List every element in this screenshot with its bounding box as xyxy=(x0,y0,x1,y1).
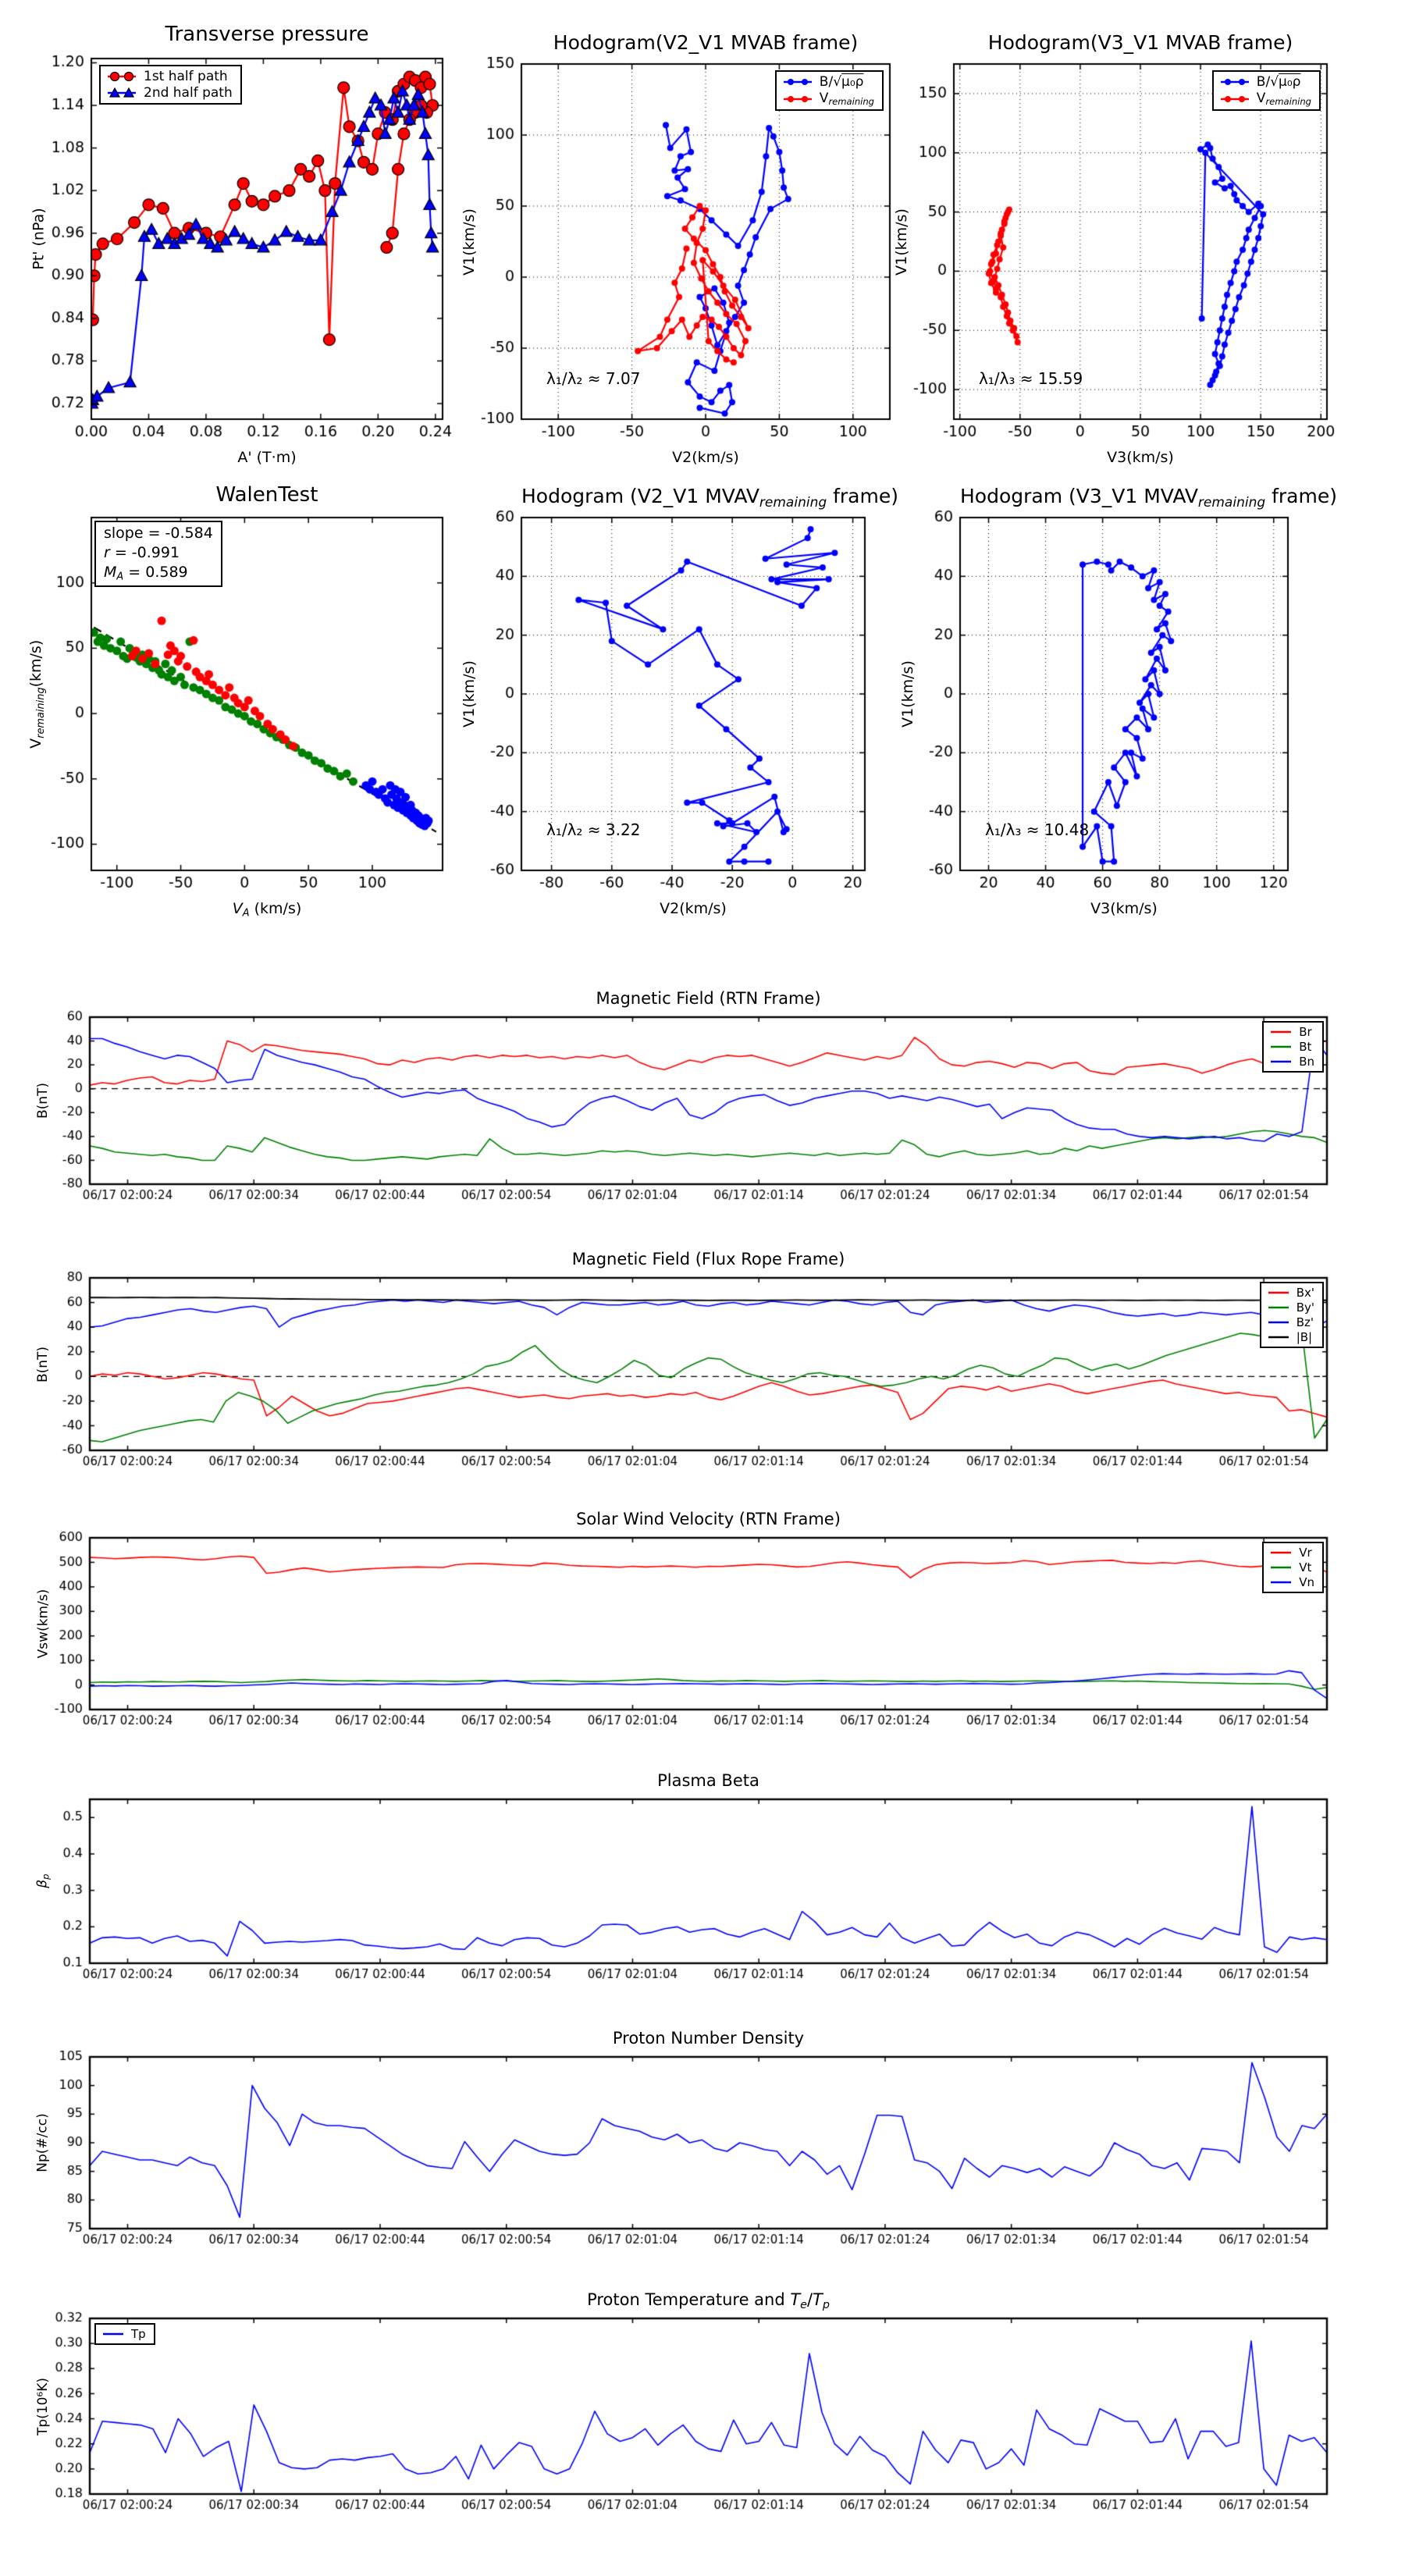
text-part: Plasma Beta xyxy=(657,1771,759,1790)
text-part: (km/s) xyxy=(27,639,45,688)
text-part: √ xyxy=(833,74,842,90)
text-part: Vr xyxy=(1299,1546,1312,1560)
x-axis-label-p2 xyxy=(521,449,890,466)
text-part: T xyxy=(790,2290,801,2309)
legend-label xyxy=(820,74,864,90)
legend-ts1 xyxy=(1262,1021,1324,1073)
text-part: λ₁/λ₂ ≈ 3.22 xyxy=(546,820,641,839)
legend-ts3 xyxy=(1262,1542,1324,1593)
legend-entry xyxy=(1267,1286,1314,1300)
text-part: V3(km/s) xyxy=(1090,900,1158,917)
y-axis-label-walen xyxy=(27,518,48,870)
text-part: 1st half path xyxy=(144,69,228,84)
annotation-p3 xyxy=(979,369,1083,388)
legend-sample-red xyxy=(1267,1286,1290,1299)
legend-label xyxy=(1299,1025,1311,1039)
panel-title-p3 xyxy=(954,31,1327,54)
text-part: V2(km/s) xyxy=(672,449,739,466)
legend-entry xyxy=(1219,74,1311,90)
legend-ts6 xyxy=(94,2323,155,2345)
y-axis-label-text xyxy=(461,208,478,276)
y-axis-label-text xyxy=(35,2113,51,2172)
legend-sample-red xyxy=(1219,93,1250,105)
text-part: = -0.991 xyxy=(109,544,180,562)
stats-line xyxy=(104,543,213,563)
y-axis-label-text xyxy=(35,1346,51,1382)
text-part: remaining xyxy=(759,494,827,511)
text-part: Tp xyxy=(131,2327,146,2341)
text-part: frame) xyxy=(827,485,898,507)
legend-label xyxy=(1299,1055,1314,1069)
text-part: remaining xyxy=(828,96,874,108)
text-part: / xyxy=(806,2290,813,2309)
panel-title-ts3 xyxy=(90,1510,1327,1528)
legend-entry xyxy=(1269,1055,1314,1069)
text-part: (km/s) xyxy=(249,900,302,917)
text-part: V1(km/s) xyxy=(893,208,911,276)
panel-title-ts1 xyxy=(90,989,1327,1008)
x-axis-label-m3 xyxy=(960,900,1288,917)
legend-sample-blue xyxy=(101,2328,125,2340)
text-part: V xyxy=(1256,91,1266,106)
text-part: Vsw(km/s) xyxy=(35,1589,51,1659)
annotation-m3 xyxy=(985,820,1089,839)
text-part: r xyxy=(104,544,110,562)
panel-title-ts6 xyxy=(90,2290,1327,2311)
text-part: V1(km/s) xyxy=(461,660,478,728)
legend-entry xyxy=(1269,1560,1314,1574)
text-part: B(nT) xyxy=(35,1346,51,1382)
stats-line xyxy=(104,524,213,543)
text-part: Pt' (nPa) xyxy=(30,208,48,270)
legend-entry xyxy=(1267,1330,1314,1344)
y-axis-label-text xyxy=(893,208,910,276)
y-axis-label-m2 xyxy=(459,518,479,870)
legend-label xyxy=(1297,1330,1312,1344)
text-part: = 0.589 xyxy=(123,564,188,582)
legend-entry xyxy=(1267,1300,1314,1315)
text-part: remaining xyxy=(35,687,48,738)
stats-box-walen xyxy=(94,521,222,587)
y-axis-label-ts4 xyxy=(33,1799,53,1963)
legend-sample-blue xyxy=(1269,1576,1293,1589)
panel-title-p2 xyxy=(521,31,890,54)
text-part: p xyxy=(40,1873,52,1880)
text-part: Tp(10⁶K) xyxy=(35,2377,52,2435)
legend-label xyxy=(1257,91,1311,107)
panel-title-ts4 xyxy=(90,1771,1327,1790)
y-axis-label-text xyxy=(35,1589,51,1659)
legend-label xyxy=(1257,74,1301,90)
text-part: V xyxy=(27,738,45,749)
text-part: Hodogram (V3_V1 MVAV xyxy=(960,485,1198,507)
legend-p3 xyxy=(1212,70,1321,111)
annotation-m2 xyxy=(546,820,640,839)
legend-label xyxy=(1299,1560,1311,1574)
legend-label xyxy=(1299,1040,1311,1054)
text-part: Proton Number Density xyxy=(612,2029,805,2048)
panel-title-m2 xyxy=(521,485,898,511)
text-part: λ₁/λ₃ ≈ 15.59 xyxy=(979,369,1083,388)
legend-entry xyxy=(106,69,233,84)
text-part: B(nT) xyxy=(35,1082,51,1119)
legend-sample-red xyxy=(1269,1026,1293,1038)
panel-title-ts2 xyxy=(90,1250,1327,1268)
x-axis-label-p3 xyxy=(954,449,1327,466)
legend-p1 xyxy=(99,65,242,105)
y-axis-label-text xyxy=(35,1083,51,1119)
legend-entry xyxy=(1269,1025,1314,1039)
legend-sample-blue xyxy=(1219,76,1250,88)
legend-entry xyxy=(1269,1575,1314,1589)
text-part: Bt xyxy=(1299,1040,1312,1054)
legend-entry xyxy=(1269,1546,1314,1560)
legend-sample-green xyxy=(1269,1561,1293,1574)
legend-entry xyxy=(782,91,874,107)
text-part: M xyxy=(104,564,117,582)
text-part: remaining xyxy=(1265,96,1311,108)
panel-title-walen xyxy=(91,483,443,507)
text-part: Bn xyxy=(1299,1055,1314,1069)
y-axis-label-text xyxy=(35,2377,51,2435)
text-part: Hodogram(V3_V1 MVAB frame) xyxy=(987,31,1293,54)
y-axis-label-text xyxy=(461,660,478,728)
panel-title-ts5 xyxy=(90,2029,1327,2048)
text-part: frame) xyxy=(1265,485,1337,507)
text-part: β xyxy=(34,1880,51,1889)
text-part: p xyxy=(822,2298,830,2311)
legend-sample-red xyxy=(782,93,813,105)
text-part: √ xyxy=(1270,74,1279,90)
legend-sample-black xyxy=(1267,1331,1290,1343)
text-part: B/ xyxy=(1256,74,1271,90)
text-part: WalenTest xyxy=(215,483,318,507)
text-part: A' (T·m) xyxy=(237,449,297,466)
text-part: λ₁/λ₃ ≈ 10.48 xyxy=(985,820,1090,839)
y-axis-label-p2 xyxy=(459,64,479,419)
text-part: Magnetic Field (Flux Rope Frame) xyxy=(571,1250,845,1268)
text-part: Transverse pressure xyxy=(165,23,369,46)
text-part: V xyxy=(819,91,829,106)
stats-line xyxy=(104,563,213,584)
legend-label xyxy=(1297,1286,1314,1300)
legend-sample-red xyxy=(106,70,137,83)
y-axis-label-p3 xyxy=(891,64,912,419)
x-axis-label-p1 xyxy=(91,449,443,466)
text-part: Vt xyxy=(1299,1560,1312,1574)
legend-entry xyxy=(782,74,874,90)
text-part: μ₀ρ xyxy=(1279,74,1301,90)
legend-p2 xyxy=(775,70,884,111)
legend-label xyxy=(1297,1300,1314,1315)
text-part: 2nd half path xyxy=(144,85,233,101)
y-axis-label-ts5 xyxy=(33,2057,53,2229)
legend-sample-blue xyxy=(782,76,813,88)
legend-label xyxy=(144,69,228,84)
text-part: V xyxy=(232,900,243,917)
text-part: V1(km/s) xyxy=(461,208,478,276)
y-axis-label-text xyxy=(28,639,48,748)
annotation-p2 xyxy=(546,369,640,388)
text-part: A xyxy=(242,907,250,920)
text-part: e xyxy=(800,2298,807,2311)
y-axis-label-p1 xyxy=(29,59,49,419)
legend-sample-blue xyxy=(1267,1316,1290,1329)
y-axis-label-text xyxy=(30,208,48,269)
text-part: Magnetic Field (RTN Frame) xyxy=(596,989,821,1008)
text-part: A xyxy=(116,571,124,583)
legend-label xyxy=(144,85,233,101)
text-part: V2(km/s) xyxy=(660,900,727,917)
y-axis-label-text xyxy=(899,660,916,728)
legend-sample-green xyxy=(1269,1041,1293,1053)
text-part: λ₁/λ₂ ≈ 7.07 xyxy=(546,369,641,388)
y-axis-label-text xyxy=(34,1874,51,1888)
legend-label xyxy=(1297,1315,1314,1329)
legend-label xyxy=(131,2327,146,2341)
legend-sample-red xyxy=(1269,1546,1293,1559)
legend-entry xyxy=(106,85,233,101)
legend-label xyxy=(820,91,874,107)
text-part: slope = -0.584 xyxy=(104,525,213,542)
text-part: Br xyxy=(1299,1025,1312,1039)
text-part: Hodogram (V2_V1 MVAV xyxy=(521,485,759,507)
text-part: Hodogram(V2_V1 MVAB frame) xyxy=(553,31,859,54)
text-part: T xyxy=(813,2290,823,2309)
y-axis-label-m3 xyxy=(898,518,918,870)
text-part: By' xyxy=(1296,1300,1314,1315)
legend-sample-green xyxy=(1267,1301,1290,1314)
x-axis-label-m2 xyxy=(521,900,865,917)
text-part: Bz' xyxy=(1296,1315,1314,1329)
panel-title-m3 xyxy=(960,485,1337,511)
x-axis-label-walen xyxy=(91,900,443,920)
panel-title-p1 xyxy=(91,23,443,46)
text-part: μ₀ρ xyxy=(841,74,864,90)
text-part: V3(km/s) xyxy=(1107,449,1174,466)
text-part: B/ xyxy=(819,74,834,90)
legend-label xyxy=(1299,1575,1314,1589)
text-part: Np(#/cc) xyxy=(35,2113,51,2172)
text-part: Proton Temperature and xyxy=(587,2290,791,2309)
y-axis-label-ts2 xyxy=(33,1278,53,1450)
text-part: Solar Wind Velocity (RTN Frame) xyxy=(576,1510,841,1528)
y-axis-label-ts6 xyxy=(33,2318,53,2494)
text-part: remaining xyxy=(1197,494,1266,511)
text-part: V1(km/s) xyxy=(899,660,917,728)
legend-label xyxy=(1299,1546,1311,1560)
legend-entry xyxy=(101,2327,146,2341)
legend-ts2 xyxy=(1260,1282,1324,1348)
text-part: Vn xyxy=(1299,1575,1314,1589)
text-part: Bx' xyxy=(1296,1286,1314,1300)
legend-sample-blue xyxy=(106,87,137,99)
y-axis-label-ts3 xyxy=(33,1538,53,1710)
legend-entry xyxy=(1267,1315,1314,1329)
legend-entry xyxy=(1269,1040,1314,1054)
legend-sample-blue xyxy=(1269,1055,1293,1068)
legend-entry xyxy=(1219,91,1311,107)
text-part: |B| xyxy=(1296,1330,1313,1344)
y-axis-label-ts1 xyxy=(33,1017,53,1184)
